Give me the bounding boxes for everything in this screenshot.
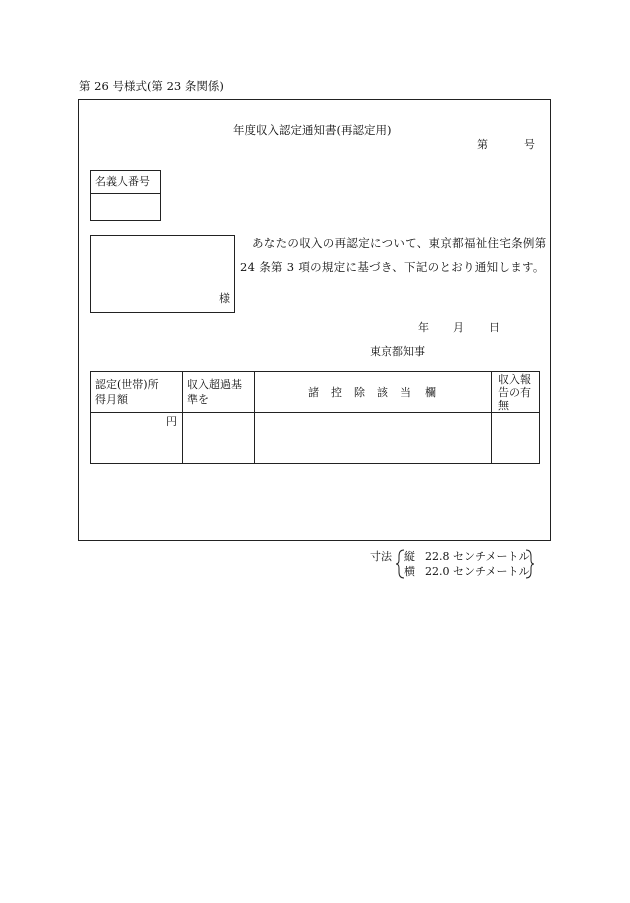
date-day: 日 [489, 321, 500, 334]
col1-header-line1: 認定(世帯)所 [95, 378, 159, 391]
form-label: 第 26 号様式(第 23 条関係) [79, 79, 224, 93]
notice-line-2: 24 条第 3 項の規定に基づき、下記のとおり通知します。 [240, 260, 545, 274]
table-col-divider-3 [491, 371, 492, 464]
number-go: 号 [524, 138, 535, 151]
dimensions-height-label: 縦 [404, 550, 415, 563]
dimensions-label: 寸法 [370, 550, 392, 563]
table-col-divider-1 [182, 371, 183, 464]
dimensions-width-label: 横 [404, 565, 415, 578]
col2-header-line2: 準を [187, 393, 209, 406]
name-number-divider [90, 193, 161, 194]
name-number-label: 名義人番号 [95, 175, 150, 188]
form-frame [78, 99, 551, 541]
col3-char-3: 除 [354, 386, 365, 399]
col3-char-6: 欄 [425, 386, 436, 399]
col3-char-4: 該 [377, 386, 388, 399]
col1-unit: 円 [166, 415, 177, 428]
col1-header-line2: 得月額 [95, 393, 128, 406]
notice-line-1: あなたの収入の再認定について、東京都福祉住宅条例第 [252, 236, 547, 250]
dimensions-height-value: 22.8 センチメートル [425, 550, 530, 563]
document-title: 年度収入認定通知書(再認定用) [233, 123, 392, 137]
addressee-suffix: 様 [219, 292, 230, 305]
date-year: 年 [418, 321, 429, 334]
table-col-divider-2 [254, 371, 255, 464]
table-header-divider [90, 412, 540, 413]
col3-char-1: 諸 [308, 386, 319, 399]
date-month: 月 [453, 321, 464, 334]
dimensions-width-value: 22.0 センチメートル [425, 565, 530, 578]
col4-header-line2: 告の有 [498, 386, 531, 399]
addressee-box [90, 235, 235, 313]
col3-char-5: 当 [400, 386, 411, 399]
issuer: 東京都知事 [370, 345, 425, 358]
col3-char-2: 控 [331, 386, 342, 399]
col4-header-line1: 収入報 [498, 373, 531, 386]
col2-header-line1: 収入超過基 [187, 378, 242, 391]
col4-header-line3: 無 [498, 399, 509, 412]
number-dai: 第 [477, 138, 488, 151]
